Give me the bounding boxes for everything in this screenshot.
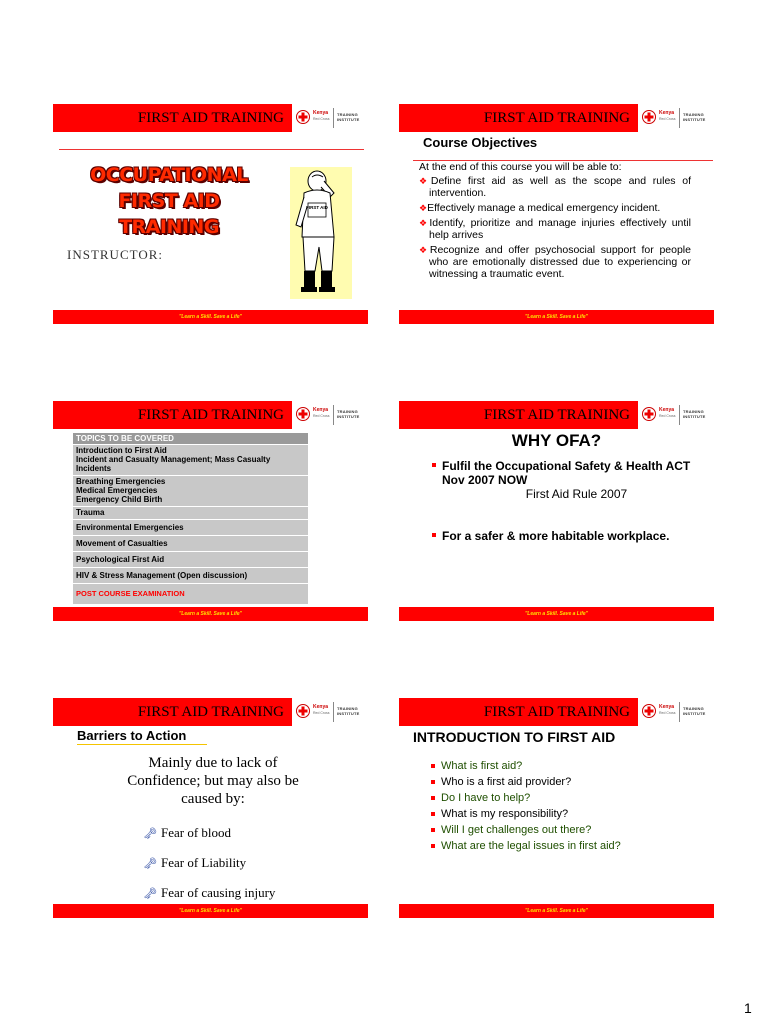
logo-name: Kenya bbox=[313, 110, 329, 116]
barriers-paragraph: Mainly due to lack of Confidence; but may also be caused by: bbox=[127, 755, 299, 807]
slide-6 bbox=[399, 698, 714, 918]
slide-3 bbox=[53, 401, 368, 621]
figure-badge-text: FIRST AID bbox=[306, 205, 328, 210]
logo-institute: TRAINING INSTITUTE bbox=[337, 706, 360, 716]
header-rule bbox=[59, 149, 364, 150]
question-text: What is my responsibility? bbox=[441, 808, 569, 820]
title-line-2: FIRST AID TRAINING bbox=[118, 190, 220, 238]
barrier-text: Fear of causing injury bbox=[160, 885, 276, 900]
slide-header bbox=[399, 698, 714, 726]
logo-block bbox=[638, 698, 714, 726]
logo-institute: TRAINING INSTITUTE bbox=[683, 706, 706, 716]
slide-heading: Course Objectives bbox=[423, 135, 538, 150]
logo-block bbox=[638, 401, 714, 429]
list-item bbox=[431, 838, 621, 854]
slide-5 bbox=[53, 698, 368, 918]
logo-divider bbox=[333, 405, 334, 425]
logo-divider bbox=[679, 405, 680, 425]
red-cross-logo-icon bbox=[296, 407, 310, 421]
logo-sub: Red Cross bbox=[659, 117, 676, 121]
topic-text: Movement of Casualties bbox=[73, 536, 308, 552]
slide-title bbox=[69, 162, 269, 240]
logo-divider bbox=[679, 702, 680, 722]
logo-sub: Red Cross bbox=[313, 711, 330, 715]
square-bullet-icon bbox=[431, 828, 435, 832]
list-item bbox=[431, 790, 621, 806]
questions-list bbox=[431, 758, 621, 854]
slide-4 bbox=[399, 401, 714, 621]
list-item bbox=[419, 217, 691, 241]
list-item bbox=[431, 806, 621, 822]
red-cross-logo-icon bbox=[296, 110, 310, 124]
logo-institute: TRAINING INSTITUTE bbox=[337, 112, 360, 122]
objective-text: Define first aid as well as the scope and rules of intervention. bbox=[429, 175, 691, 199]
slide-heading: Barriers to Action bbox=[77, 728, 187, 743]
square-bullet-icon bbox=[431, 796, 435, 800]
slide-footer: "Learn a Skill. Save a Life" bbox=[399, 607, 714, 621]
header-title: FIRST AID TRAINING bbox=[137, 407, 284, 423]
list-item bbox=[432, 459, 700, 487]
first-aider-figure-icon bbox=[290, 167, 352, 299]
question-text: What is first aid? bbox=[441, 760, 523, 772]
slide-1 bbox=[53, 104, 368, 324]
list-item bbox=[431, 822, 621, 838]
objective-text: Effectively manage a medical emergency incident. bbox=[427, 202, 661, 214]
diamond-bullet-icon: ❖ bbox=[419, 245, 430, 255]
red-cross-logo-icon bbox=[642, 407, 656, 421]
logo-sub: Red Cross bbox=[659, 414, 676, 418]
key-bullet-icon: 🗝 bbox=[143, 888, 157, 900]
header-title: FIRST AID TRAINING bbox=[483, 704, 630, 720]
question-text: Will I get challenges out there? bbox=[441, 824, 592, 836]
topic-text: Psychological First Aid bbox=[73, 552, 308, 568]
slide-header bbox=[53, 401, 368, 429]
table-header: TOPICS TO BE COVERED bbox=[73, 433, 308, 445]
table-row bbox=[73, 536, 308, 552]
table-header-row bbox=[73, 433, 308, 445]
logo-name: Kenya bbox=[313, 704, 329, 710]
topic-text: Trauma bbox=[73, 507, 308, 520]
logo-block bbox=[292, 698, 368, 726]
diamond-bullet-icon: ❖ bbox=[419, 203, 428, 213]
topics-table bbox=[73, 433, 308, 605]
header-title: FIRST AID TRAINING bbox=[483, 407, 630, 423]
header-title: FIRST AID TRAINING bbox=[137, 110, 284, 126]
slide-heading: INTRODUCTION TO FIRST AID bbox=[413, 729, 616, 745]
instructor-label: INSTRUCTOR: bbox=[67, 247, 163, 262]
table-row bbox=[73, 552, 308, 568]
list-item bbox=[419, 202, 691, 214]
logo-institute: TRAINING INSTITUTE bbox=[337, 409, 360, 419]
list-item bbox=[419, 244, 691, 280]
table-row bbox=[73, 507, 308, 520]
table-cell bbox=[73, 476, 308, 507]
logo-name: Kenya bbox=[659, 110, 675, 116]
slide-footer: "Learn a Skill. Save a Life" bbox=[399, 904, 714, 918]
red-cross-logo-icon bbox=[642, 110, 656, 124]
logo-divider bbox=[679, 108, 680, 128]
list-item bbox=[431, 774, 621, 790]
square-bullet-icon bbox=[432, 463, 436, 467]
list-item bbox=[432, 529, 700, 543]
first-aider-figure bbox=[290, 167, 352, 299]
barrier-text: Fear of blood bbox=[160, 825, 232, 840]
heading-underline bbox=[77, 744, 207, 745]
key-bullet-icon: 🗝 bbox=[143, 858, 157, 870]
topic-text: Introduction to First Aid bbox=[76, 446, 167, 455]
key-bullet-icon: 🗝 bbox=[143, 828, 157, 840]
barrier-text: Fear of Liability bbox=[160, 855, 247, 870]
objectives-list bbox=[419, 175, 691, 283]
question-text: Who is a first aid provider? bbox=[441, 776, 572, 788]
logo-divider bbox=[333, 108, 334, 128]
slide-header bbox=[53, 698, 368, 726]
list-item bbox=[143, 885, 275, 901]
table-cell bbox=[73, 445, 308, 476]
topic-text: Emergency Child Birth bbox=[76, 495, 163, 504]
reasons-list bbox=[432, 459, 700, 487]
diamond-bullet-icon: ❖ bbox=[419, 176, 431, 186]
logo-sub: Red Cross bbox=[313, 117, 330, 121]
slide-header bbox=[53, 104, 368, 132]
slide-heading: WHY OFA? bbox=[511, 431, 602, 450]
topic-text: Medical Emergencies bbox=[76, 486, 158, 495]
table-row bbox=[73, 476, 308, 507]
logo-name: Kenya bbox=[659, 704, 675, 710]
question-text: Do I have to help? bbox=[441, 792, 531, 804]
reason-text: For a safer & more habitable workplace. bbox=[442, 529, 670, 543]
logo-name: Kenya bbox=[313, 407, 329, 413]
logo-sub: Red Cross bbox=[659, 711, 676, 715]
topic-text: Incident and Casualty Management; Mass Casualty Incidents bbox=[76, 455, 271, 473]
logo-institute: TRAINING INSTITUTE bbox=[683, 112, 706, 122]
question-text: What are the legal issues in first aid? bbox=[441, 840, 621, 852]
table-row bbox=[73, 584, 308, 605]
topic-text: Breathing Emergencies bbox=[76, 477, 166, 486]
title-line-1: OCCUPATIONAL bbox=[90, 164, 248, 186]
square-bullet-icon bbox=[431, 780, 435, 784]
table-row bbox=[73, 520, 308, 536]
list-item bbox=[431, 758, 621, 774]
logo-divider bbox=[333, 702, 334, 722]
slide-header bbox=[399, 104, 714, 132]
list-item bbox=[143, 825, 231, 841]
diamond-bullet-icon: ❖ bbox=[419, 218, 430, 228]
slide-2 bbox=[399, 104, 714, 324]
logo-name: Kenya bbox=[659, 407, 675, 413]
rule-text: First Aid Rule 2007 bbox=[525, 487, 628, 501]
slide-header bbox=[399, 401, 714, 429]
objectives-intro: At the end of this course you will be able to: bbox=[419, 161, 622, 173]
list-item bbox=[143, 855, 246, 871]
exam-text: POST COURSE EXAMINATION bbox=[73, 584, 308, 605]
reasons-list-2 bbox=[432, 529, 700, 543]
topic-text: HIV & Stress Management (Open discussion) bbox=[73, 568, 308, 584]
red-cross-logo-icon bbox=[296, 704, 310, 718]
header-title: FIRST AID TRAINING bbox=[483, 110, 630, 126]
table-row bbox=[73, 445, 308, 476]
square-bullet-icon bbox=[431, 764, 435, 768]
objective-text: Recognize and offer psychosocial support for people who are emotionally distressed due to experiencing or witnessing a traumatic event. bbox=[429, 244, 691, 280]
logo-institute: TRAINING INSTITUTE bbox=[683, 409, 706, 419]
slide-footer: "Learn a Skill. Save a Life" bbox=[53, 310, 368, 324]
logo-block bbox=[638, 104, 714, 132]
slide-footer: "Learn a Skill. Save a Life" bbox=[53, 607, 368, 621]
reason-text: Fulfil the Occupational Safety & Health ACT Nov 2007 NOW bbox=[442, 459, 691, 487]
page-number: 1 bbox=[744, 1000, 752, 1016]
list-item bbox=[419, 175, 691, 199]
table-row bbox=[73, 568, 308, 584]
square-bullet-icon bbox=[431, 844, 435, 848]
slide-footer: "Learn a Skill. Save a Life" bbox=[399, 310, 714, 324]
square-bullet-icon bbox=[432, 533, 436, 537]
topic-text: Environmental Emergencies bbox=[73, 520, 308, 536]
logo-block bbox=[292, 104, 368, 132]
square-bullet-icon bbox=[431, 812, 435, 816]
objective-text: Identify, prioritize and manage injuries effectively until help arrives bbox=[429, 217, 691, 241]
header-title: FIRST AID TRAINING bbox=[137, 704, 284, 720]
slide-footer: "Learn a Skill. Save a Life" bbox=[53, 904, 368, 918]
logo-sub: Red Cross bbox=[313, 414, 330, 418]
logo-block bbox=[292, 401, 368, 429]
red-cross-logo-icon bbox=[642, 704, 656, 718]
